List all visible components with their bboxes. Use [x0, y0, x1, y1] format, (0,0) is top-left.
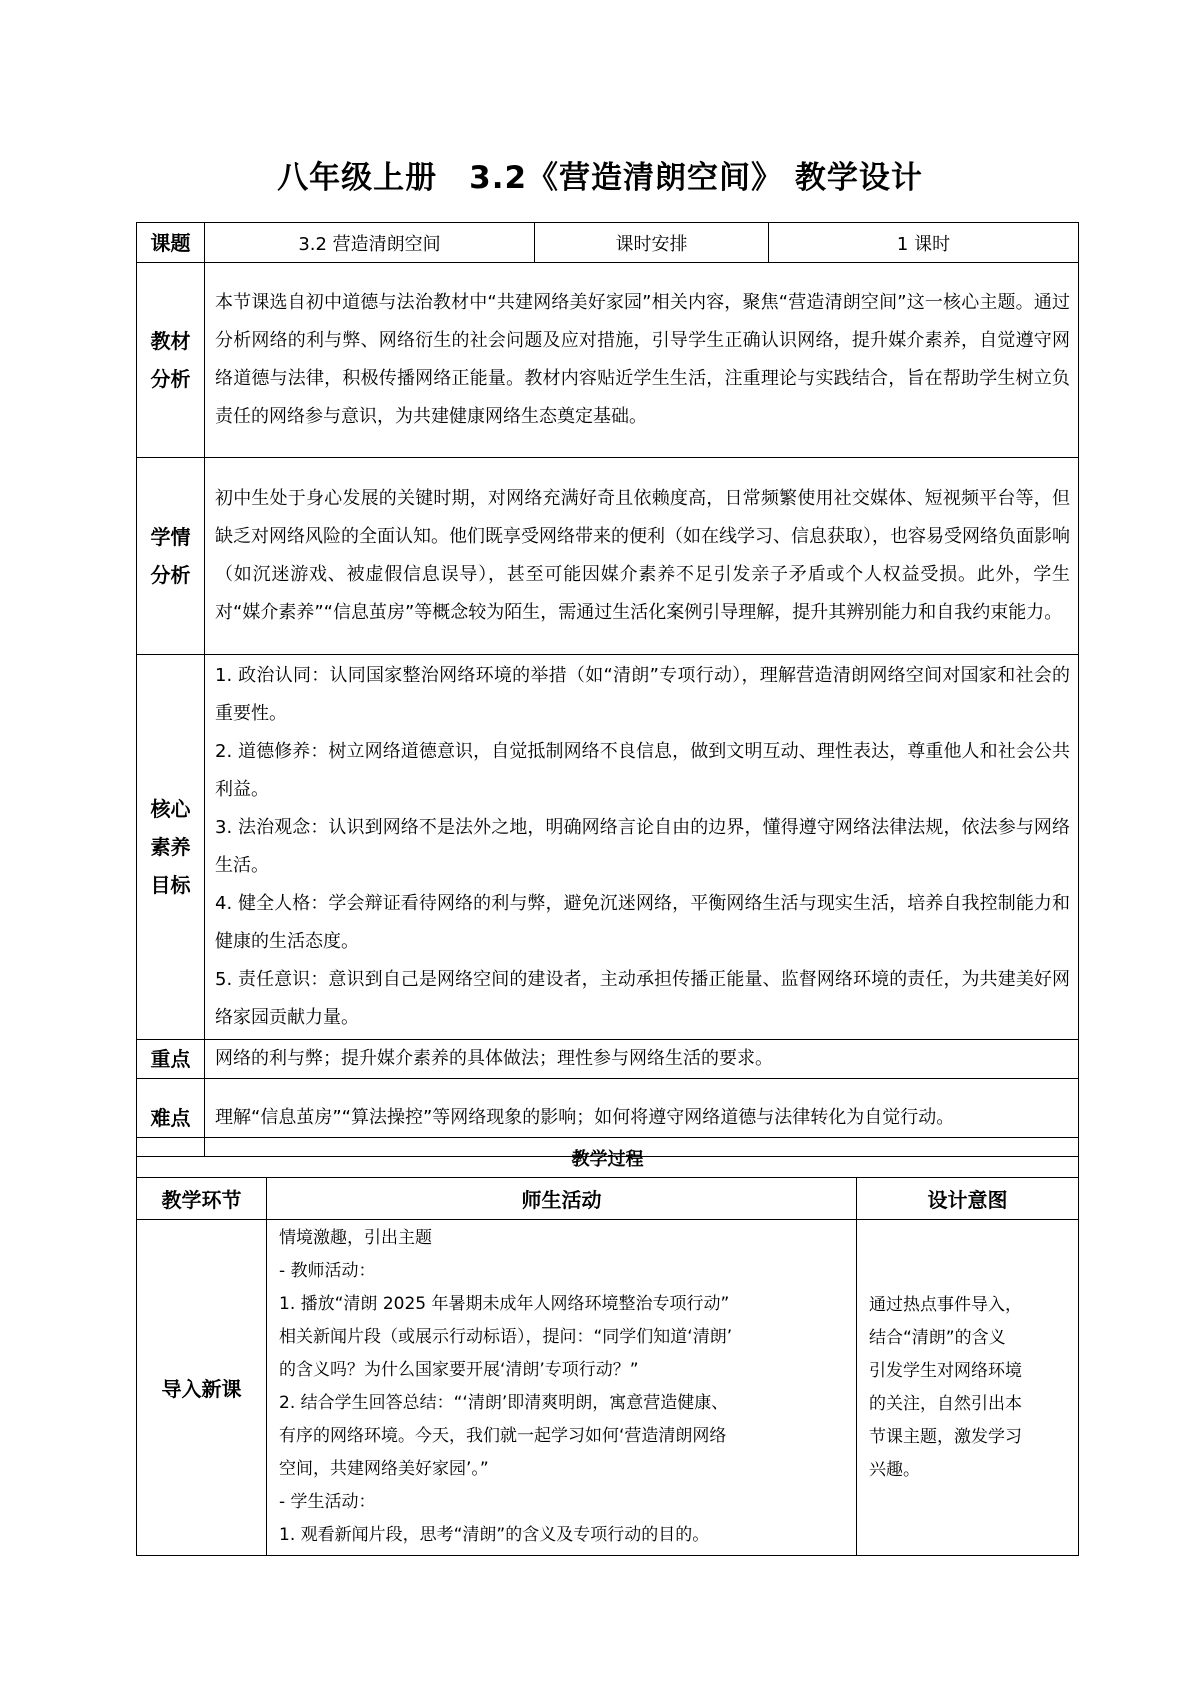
- process-row-intro: [137, 1220, 1079, 1556]
- core-goals-list: [205, 655, 1079, 1040]
- topic-value: 3.2 营造清朗空间: [205, 223, 535, 263]
- lesson-info-table: [136, 222, 1079, 1157]
- page-title: 八年级上册 3.2《营造清朗空间》 教学设计: [277, 160, 923, 196]
- key-points-text: 网络的利与弊；提升媒介素养的具体做法；理性参与网络生活的要求。: [205, 1040, 1079, 1079]
- student-analysis-row: [137, 458, 1079, 655]
- teaching-process-table: [136, 1137, 1079, 1556]
- goal-item: 5. 责任意识：意识到自己是网络空间的建设者，主动承担传播正能量、监督网络环境的责任，为共建美好网络家园贡献力量。: [215, 969, 1070, 1028]
- key-points-label: 重点: [137, 1040, 205, 1079]
- goal-item: 4. 健全人格：学会辩证看待网络的利与弊，避免沉迷网络，平衡网络生活与现实生活，培养自我控制能力和健康的生活态度。: [215, 893, 1070, 952]
- col-header-stage: 教学环节: [137, 1178, 267, 1220]
- design-intent: 通过热点事件导入， 结合“清朗”的含义 引发学生对网络环境 的关注，自然引出本 节课主题，激发学习 兴趣。: [857, 1220, 1079, 1556]
- teacher-student-activity: 情境激趣，引出主题 - 教师活动： 1. 播放“清朗 2025 年暑期未成年人网络环境整治专项行动” 相关新闻片段（或展示行动标语），提问：“同学们知道‘清朗’ 的含义吗？为什么国家要开展‘清朗’专项行动？” 2. 结合学生回答总结：“‘清朗’即清爽明朗，寓意营造健康、 有序的网络环境。今天，我们就一起学习如何‘营造清朗网络 空间，共建网络美好家园’。” - 学生活动： 1. 观看新闻片段，思考“清朗”的含义及专项行动的目的。: [267, 1220, 857, 1556]
- schedule-label: 课时安排: [535, 223, 769, 263]
- textbook-analysis-label: 教材 分析: [137, 263, 205, 458]
- core-goals-row: [137, 655, 1079, 1040]
- difficulties-label: 难点: [137, 1079, 205, 1157]
- col-header-intent: 设计意图: [857, 1178, 1079, 1220]
- process-title-row: [137, 1138, 1079, 1178]
- col-header-activity: 师生活动: [267, 1178, 857, 1220]
- difficulties-text: 理解“信息茧房”“算法操控”等网络现象的影响；如何将遵守网络道德与法律转化为自觉行动。: [205, 1079, 1079, 1157]
- core-goals-label: 核心 素养 目标: [137, 655, 205, 1040]
- process-header-row: [137, 1178, 1079, 1220]
- student-analysis-label: 学情 分析: [137, 458, 205, 655]
- topic-label: 课题: [137, 223, 205, 263]
- textbook-analysis-row: [137, 263, 1079, 458]
- process-title: 教学过程: [137, 1138, 1079, 1178]
- key-points-row: [137, 1040, 1079, 1079]
- goal-item: 3. 法治观念：认识到网络不是法外之地，明确网络言论自由的边界，懂得遵守网络法律法规，依法参与网络生活。: [215, 817, 1070, 876]
- goal-item: 1. 政治认同：认同国家整治网络环境的举措（如“清朗”专项行动），理解营造清朗网络空间对国家和社会的重要性。: [215, 665, 1070, 724]
- student-analysis-text: 初中生处于身心发展的关键时期，对网络充满好奇且依赖度高，日常频繁使用社交媒体、短视频平台等，但缺乏对网络风险的全面认知。他们既享受网络带来的便利（如在线学习、信息获取），也容易受网络负面影响（如沉迷游戏、被虚假信息误导），甚至可能因媒介素养不足引发亲子矛盾或个人权益受损。此外，学生对“媒介素养”“信息茧房”等概念较为陌生，需通过生活化案例引导理解，提升其辨别能力和自我约束能力。: [205, 458, 1079, 655]
- topic-row: [137, 223, 1079, 263]
- stage-name: 导入新课: [137, 1220, 267, 1556]
- schedule-value: 1 课时: [769, 223, 1079, 263]
- textbook-analysis-text: 本节课选自初中道德与法治教材中“共建网络美好家园”相关内容，聚焦“营造清朗空间”这一核心主题。通过分析网络的利与弊、网络衍生的社会问题及应对措施，引导学生正确认识网络，提升媒介素养，自觉遵守网络道德与法律，积极传播网络正能量。教材内容贴近学生生活，注重理论与实践结合，旨在帮助学生树立负责任的网络参与意识，为共建健康网络生态奠定基础。: [205, 263, 1079, 458]
- goal-item: 2. 道德修养：树立网络道德意识，自觉抵制网络不良信息，做到文明互动、理性表达，尊重他人和社会公共利益。: [215, 741, 1070, 800]
